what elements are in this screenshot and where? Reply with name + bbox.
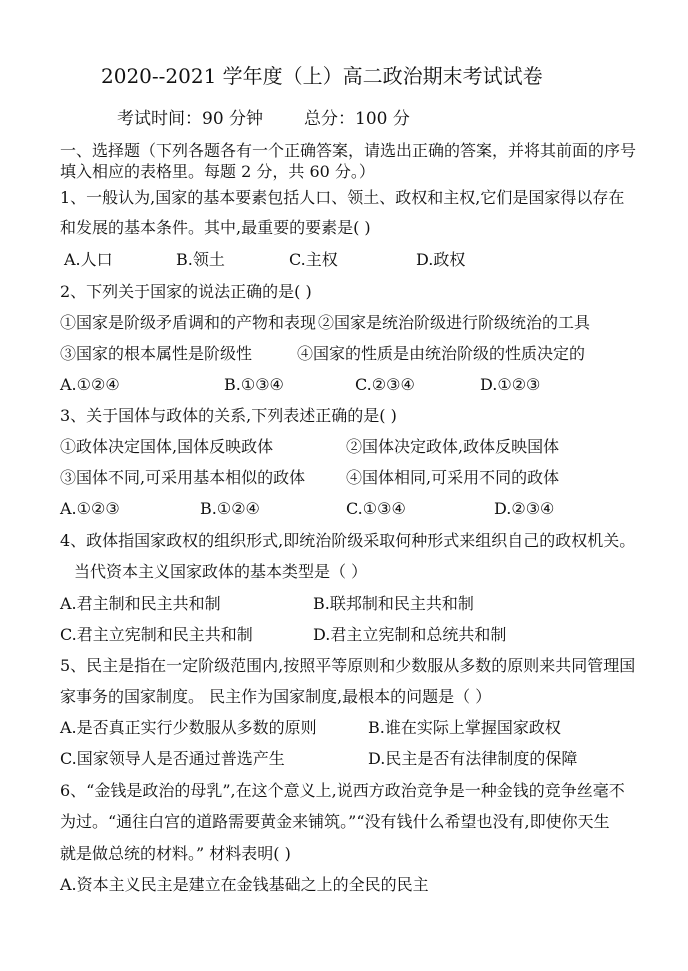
q5-option-b: B.谁在实际上掌握国家政权 [368,718,561,737]
q3-option-c: C.①③④ [346,499,406,518]
q4-stem-line1: 4、政体指国家政权的组织形式,即统治阶级采取何种形式来组织自己的政权机关。 [60,531,636,550]
q2-option-c: C.②③④ [355,375,415,394]
q4-option-c: C.君主立宪制和民主共和制 [60,625,253,644]
q2-statement-2: ②国家是统治阶级进行阶级统治的工具 [318,313,591,332]
q5-option-d: D.民主是否有法律制度的保障 [368,749,578,768]
q4-option-a: A.君主制和民主共和制 [60,594,221,613]
q6-stem-line2: 为过。“通往白宫的道路需要黄金来铺筑。”“没有钱什么希望也没有,即使你天生 [60,812,610,831]
exam-time: 考试时间：90 分钟 [117,109,264,129]
exam-title: 2020--2021 学年度（上）高二政治期末考试试卷 [101,64,543,88]
section-instruction-line1: 一、选择题（下列各题各有一个正确答案，请选出正确的答案，并将其前面的序号 [60,141,637,160]
q1-option-b: B.领土 [176,250,225,269]
q3-option-d: D.②③④ [494,499,555,518]
section-instruction-line2: 填入相应的表格里。每题 2 分，共 60 分。） [60,162,375,181]
q1-option-c: C.主权 [289,250,338,269]
q2-option-d: D.①②③ [480,375,541,394]
q6-option-a: A.资本主义民主是建立在金钱基础之上的全民的民主 [60,875,429,894]
q1-stem-line1: 1、一般认为,国家的基本要素包括人口、领土、政权和主权,它们是国家得以存在 [60,188,625,207]
q3-option-a: A.①②③ [60,499,120,518]
q2-statement-3: ③国家的根本属性是阶级性 [60,344,253,363]
q6-stem-line1: 6、“金钱是政治的母乳”,在这个意义上,说西方政治竞争是一种金钱的竞争丝毫不 [60,781,625,800]
total-score: 总分：100 分 [304,109,410,129]
q2-option-a: A.①②④ [60,375,120,394]
q3-statement-2: ②国体决定政体,政体反映国体 [346,437,560,456]
q2-statement-4: ④国家的性质是由统治阶级的性质决定的 [297,344,586,363]
q3-option-b: B.①②④ [200,499,260,518]
q1-stem-line2: 和发展的基本条件。其中,最重要的要素是( ) [60,218,371,237]
q2-stem: 2、下列关于国家的说法正确的是( ) [60,282,312,301]
q5-stem-line1: 5、民主是指在一定阶级范围内,按照平等原则和少数服从多数的原则来共同管理国 [60,656,636,675]
q2-statement-1: ①国家是阶级矛盾调和的产物和表现 [60,313,317,332]
q4-option-b: B.联邦制和民主共和制 [313,594,474,613]
q3-statement-1: ①政体决定国体,国体反映政体 [60,437,274,456]
q4-option-d: D.君主立宪制和总统共和制 [313,625,507,644]
q6-stem-line3: 就是做总统的材料。” 材料表明( ) [60,844,291,863]
q3-stem: 3、关于国体与政体的关系,下列表述正确的是( ) [60,406,397,425]
q3-statement-3: ③国体不同,可采用基本相似的政体 [60,468,306,487]
q2-option-b: B.①③④ [224,375,284,394]
q4-stem-line2: 当代资本主义国家政体的基本类型是（ ） [74,562,368,581]
q1-option-a: A.人口 [64,250,113,269]
q5-option-a: A.是否真正实行少数服从多数的原则 [60,718,317,737]
q5-stem-line2: 家事务的国家制度。 民主作为国家制度,最根本的问题是（ ） [60,687,492,706]
q1-option-d: D.政权 [416,250,466,269]
q3-statement-4: ④国体相同,可采用不同的政体 [346,468,560,487]
q5-option-c: C.国家领导人是否通过普选产生 [60,749,285,768]
